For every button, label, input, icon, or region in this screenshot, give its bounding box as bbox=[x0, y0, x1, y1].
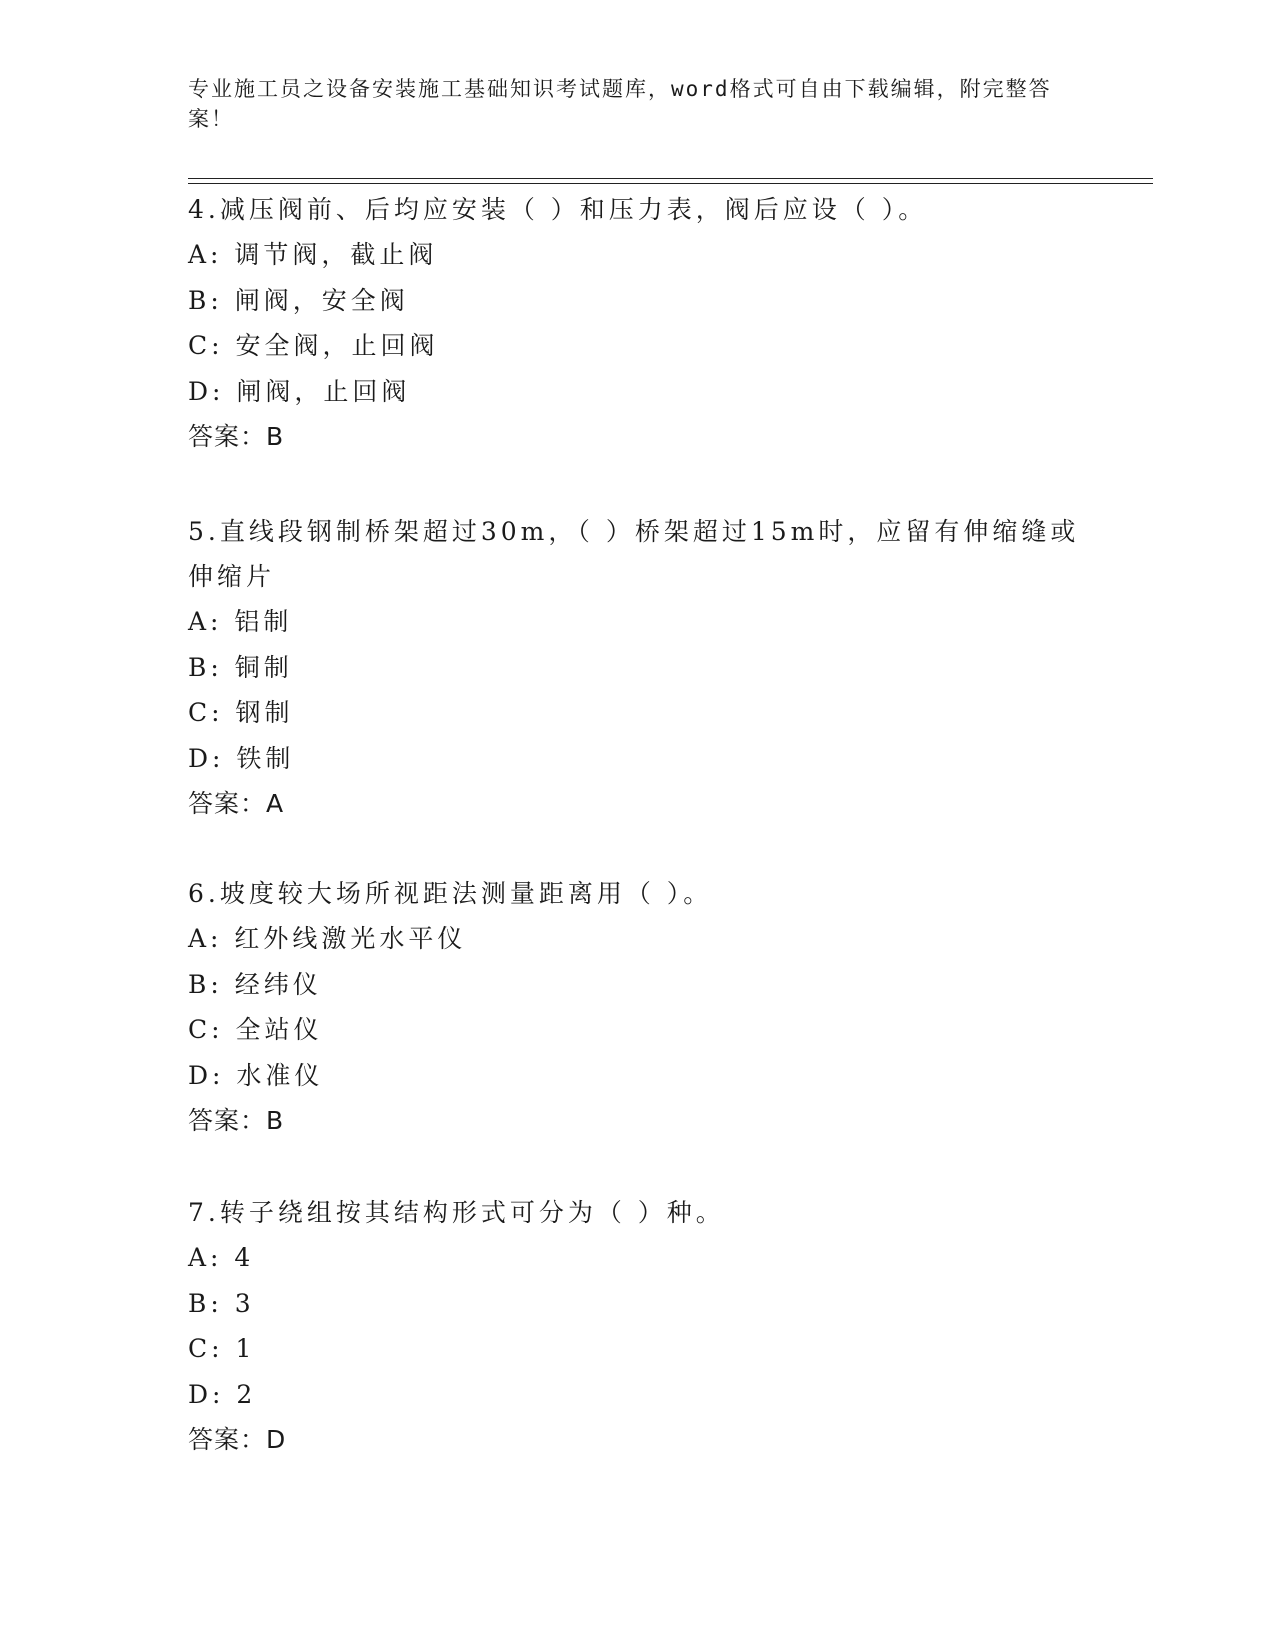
question-4 bbox=[188, 187, 1088, 459]
question-stem: 4.减压阀前、后均应安装（ ）和压力表，阀后应设（ ）。 bbox=[188, 195, 928, 224]
header-divider-bottom bbox=[188, 183, 1153, 184]
option-d: D: 2 bbox=[188, 1379, 257, 1409]
question-7 bbox=[188, 1190, 1088, 1462]
option-b: B: 经纬仪 bbox=[188, 969, 322, 999]
option-d: D: 闸阀，止回阀 bbox=[188, 376, 411, 406]
option-b: B: 铜制 bbox=[188, 652, 293, 682]
option-a: A: 红外线激光水平仪 bbox=[188, 924, 467, 953]
question-stem: 5.直线段钢制桥架超过30m，（ ）桥架超过15m时，应留有伸缩缝或伸缩片 bbox=[188, 517, 1080, 591]
header-divider-top bbox=[188, 178, 1153, 179]
option-a: A: 4 bbox=[188, 1243, 255, 1272]
option-b: B: 3 bbox=[188, 1288, 255, 1318]
option-c: C: 安全阀，止回阀 bbox=[188, 331, 439, 360]
option-b: B: 闸阀，安全阀 bbox=[188, 285, 409, 315]
option-d: D: 水准仪 bbox=[188, 1060, 324, 1090]
document-intro: 专业施工员之设备安装施工基础知识考试题库，word格式可自由下载编辑，附完整答案！ bbox=[188, 77, 1052, 131]
option-c: C: 钢制 bbox=[188, 698, 294, 727]
option-d: D: 铁制 bbox=[188, 743, 295, 773]
option-c: C: 全站仪 bbox=[188, 1015, 323, 1044]
question-5 bbox=[188, 509, 1088, 826]
answer-line: 答案：B bbox=[188, 422, 285, 451]
question-stem: 6.坡度较大场所视距法测量距离用（ ）。 bbox=[188, 879, 713, 908]
answer-line: 答案：A bbox=[188, 789, 285, 818]
question-6 bbox=[188, 871, 1088, 1143]
answer-line: 答案：B bbox=[188, 1106, 285, 1135]
option-a: A: 铝制 bbox=[188, 607, 293, 636]
question-stem: 7.转子绕组按其结构形式可分为（ ）种。 bbox=[188, 1198, 725, 1227]
option-a: A: 调节阀，截止阀 bbox=[188, 240, 438, 269]
option-c: C: 1 bbox=[188, 1334, 256, 1363]
answer-line: 答案：D bbox=[188, 1425, 287, 1454]
